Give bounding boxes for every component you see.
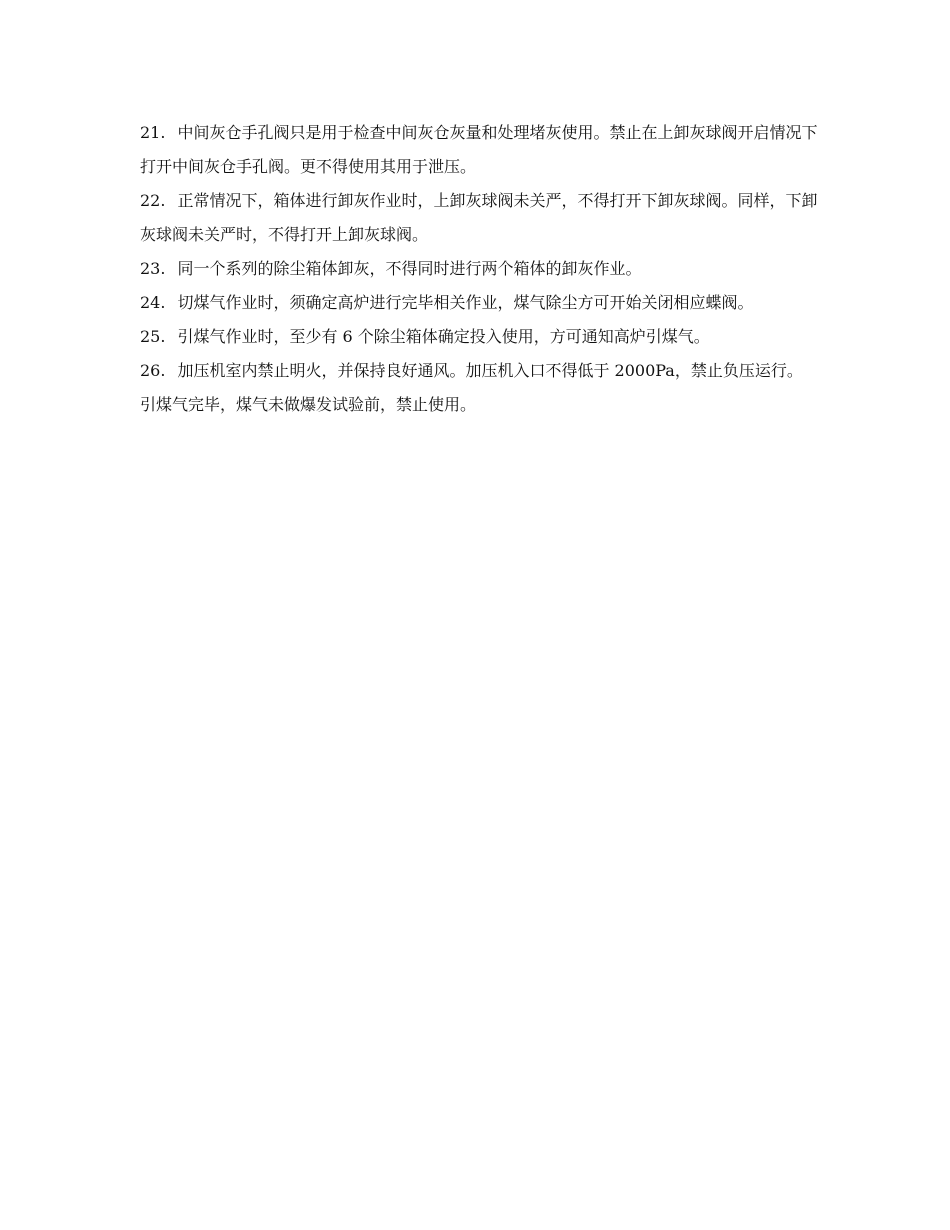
rule-text: 同一个系列的除尘箱体卸灰，不得同时进行两个箱体的卸灰作业。 — [177, 259, 642, 278]
rule-text: 中间灰仓手孔阀只是用于检查中间灰仓灰量和处理堵灰使用。禁止在上卸灰球阀开启情况下打开中间灰仓手孔阀。更不得使用其用于泄压。 — [140, 123, 818, 176]
rule-text: 正常情况下，箱体进行卸灰作业时，上卸灰球阀未关严，不得打开下卸灰球阀。同样，下卸灰球阀未关严时，不得打开上卸灰球阀。 — [140, 191, 818, 244]
closing-statement: 引煤气完毕，煤气未做爆发试验前，禁止使用。 — [140, 395, 477, 414]
rule-number: 21. — [140, 123, 166, 142]
rule-item-23 — [140, 252, 830, 286]
rule-number: 25. — [140, 327, 166, 346]
rule-text: 引煤气作业时，至少有 6 个除尘箱体确定投入使用，方可通知高炉引煤气。 — [177, 327, 710, 346]
rule-number: 24. — [140, 293, 166, 312]
rule-text: 加压机室内禁止明火，并保持良好通风。加压机入口不得低于 2000Pa，禁止负压运行。 — [177, 361, 803, 380]
rule-item-25 — [140, 320, 830, 354]
rule-item-21 — [140, 116, 830, 184]
rule-text: 切煤气作业时，须确定高炉进行完毕相关作业，煤气除尘方可开始关闭相应蝶阀。 — [177, 293, 754, 312]
document-body — [140, 116, 830, 422]
rule-item-26 — [140, 354, 830, 388]
rule-number: 23. — [140, 259, 166, 278]
rule-number: 22. — [140, 191, 166, 210]
rule-item-22 — [140, 184, 830, 252]
rule-number: 26. — [140, 361, 166, 380]
rule-item-24 — [140, 286, 830, 320]
